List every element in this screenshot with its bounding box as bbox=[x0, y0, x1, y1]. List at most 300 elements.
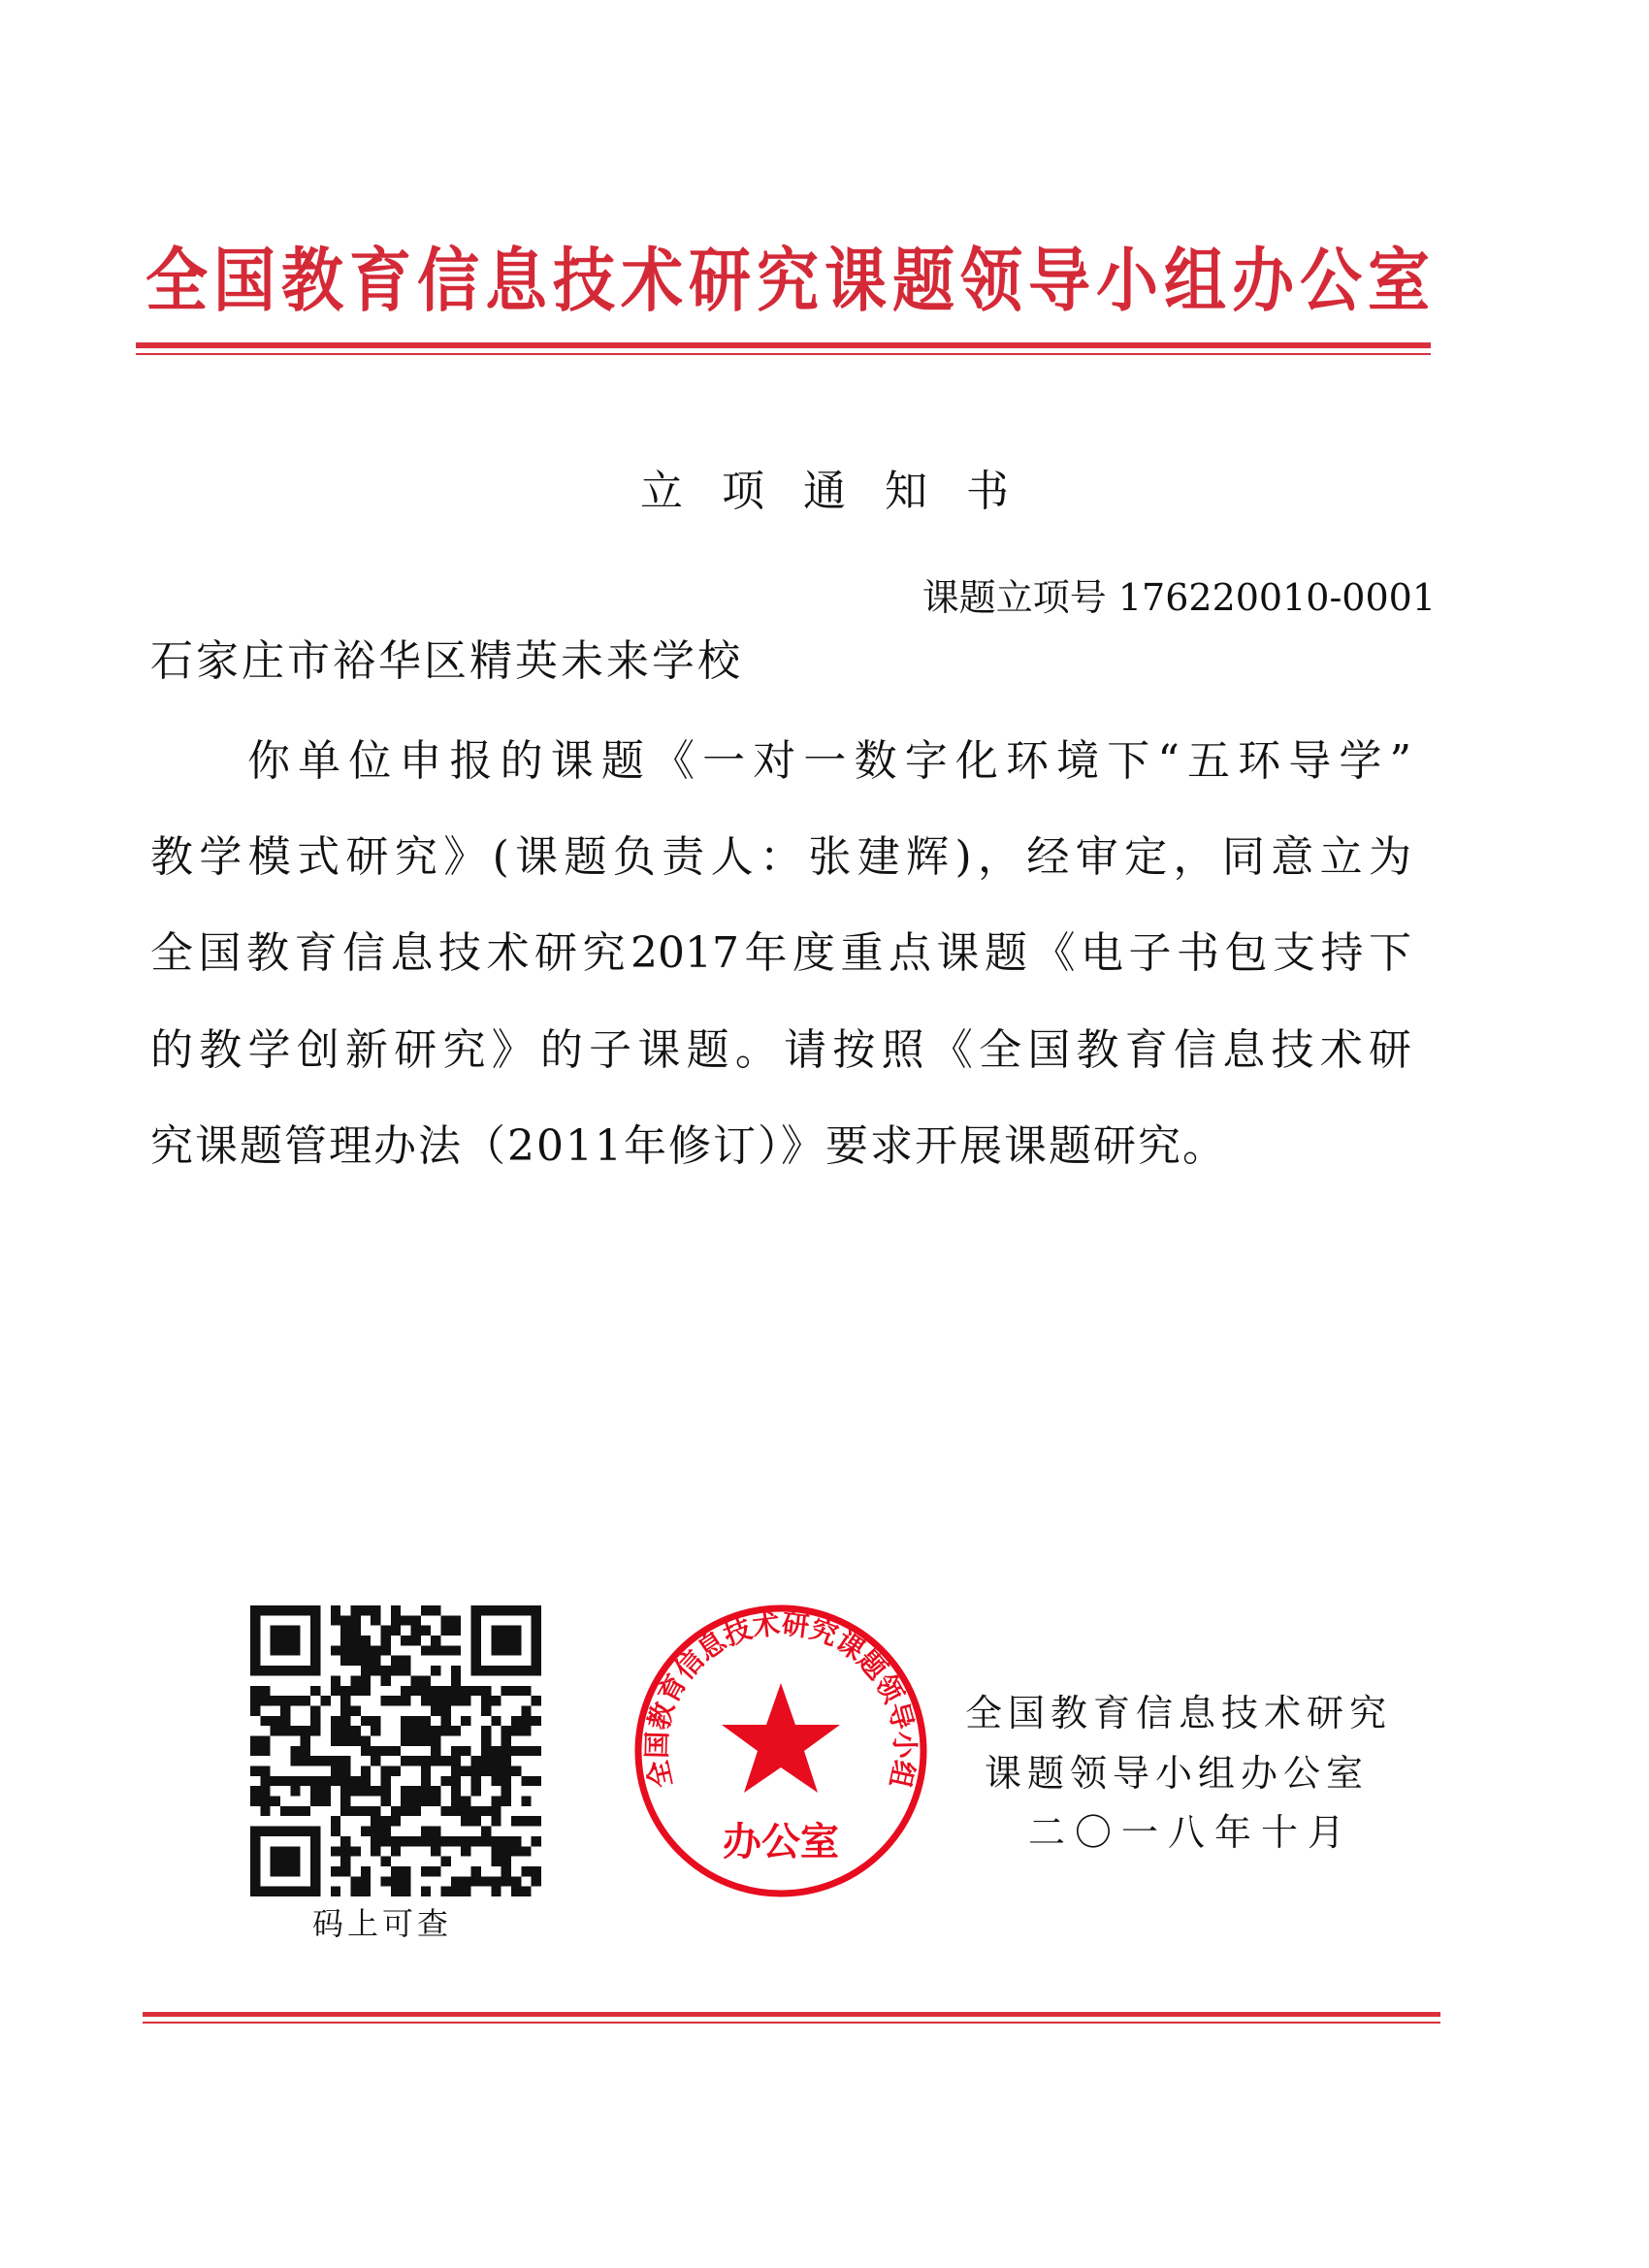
qr-module bbox=[280, 1696, 290, 1705]
qr-module bbox=[350, 1876, 360, 1886]
qr-module bbox=[361, 1645, 371, 1655]
qr-module bbox=[532, 1816, 541, 1826]
qr-module bbox=[481, 1746, 491, 1756]
qr-module bbox=[340, 1846, 350, 1856]
qr-module bbox=[501, 1735, 511, 1745]
qr-module bbox=[320, 1756, 330, 1766]
qr-module bbox=[310, 1705, 320, 1715]
qr-module bbox=[501, 1876, 511, 1886]
qr-module bbox=[411, 1786, 421, 1796]
qr-module bbox=[310, 1726, 320, 1735]
qr-module bbox=[501, 1776, 511, 1786]
qr-module bbox=[391, 1615, 401, 1625]
qr-module bbox=[411, 1716, 421, 1726]
qr-module bbox=[401, 1735, 410, 1745]
qr-module bbox=[320, 1786, 330, 1796]
qr-module bbox=[521, 1846, 531, 1856]
qr-module bbox=[340, 1626, 350, 1636]
qr-module bbox=[421, 1786, 431, 1796]
qr-module bbox=[451, 1756, 461, 1766]
qr-module bbox=[350, 1605, 360, 1615]
qr-module bbox=[380, 1766, 390, 1776]
qr-module bbox=[301, 1756, 310, 1766]
qr-module bbox=[441, 1756, 451, 1766]
signature-date: 二〇一八年十月 bbox=[1028, 1811, 1355, 1854]
qr-module bbox=[340, 1636, 350, 1645]
qr-module bbox=[361, 1686, 371, 1696]
qr-module bbox=[250, 1696, 260, 1705]
qr-module bbox=[441, 1615, 451, 1625]
qr-module bbox=[380, 1836, 390, 1846]
qr-module bbox=[421, 1797, 431, 1806]
qr-module bbox=[401, 1806, 410, 1816]
qr-module bbox=[361, 1605, 371, 1615]
qr-module bbox=[451, 1766, 461, 1776]
qr-module bbox=[401, 1696, 410, 1705]
qr-module bbox=[361, 1636, 371, 1645]
qr-module bbox=[290, 1806, 300, 1816]
qr-module bbox=[391, 1696, 401, 1705]
qr-module bbox=[491, 1876, 501, 1886]
qr-module bbox=[290, 1746, 300, 1756]
qr-module bbox=[481, 1827, 491, 1836]
qr-module bbox=[391, 1836, 401, 1846]
qr-finder bbox=[491, 1626, 521, 1656]
qr-module bbox=[380, 1776, 390, 1786]
qr-module bbox=[301, 1746, 310, 1756]
qr-module bbox=[411, 1615, 421, 1625]
qr-module bbox=[411, 1735, 421, 1745]
qr-module bbox=[350, 1726, 360, 1735]
qr-module bbox=[431, 1786, 440, 1796]
qr-module bbox=[451, 1615, 461, 1625]
qr-module bbox=[481, 1836, 491, 1846]
qr-module bbox=[290, 1756, 300, 1766]
qr-module bbox=[361, 1675, 371, 1685]
qr-module bbox=[501, 1726, 511, 1735]
qr-module bbox=[391, 1626, 401, 1636]
qr-module bbox=[481, 1705, 491, 1715]
qr-module bbox=[380, 1636, 390, 1645]
qr-module bbox=[391, 1746, 401, 1756]
body-line: 教学模式研究》(课题负责人：张建辉)，经审定，同意立为 bbox=[150, 832, 1411, 882]
qr-module bbox=[320, 1696, 330, 1705]
qr-module bbox=[340, 1797, 350, 1806]
qr-module bbox=[521, 1797, 531, 1806]
qr-module bbox=[391, 1766, 401, 1776]
qr-module bbox=[260, 1746, 270, 1756]
qr-module bbox=[340, 1756, 350, 1766]
qr-module bbox=[260, 1806, 270, 1816]
qr-module bbox=[491, 1806, 501, 1816]
qr-module bbox=[451, 1746, 461, 1756]
qr-module bbox=[350, 1735, 360, 1745]
qr-module bbox=[421, 1675, 431, 1685]
qr-module bbox=[250, 1746, 260, 1756]
qr-module bbox=[421, 1776, 431, 1786]
official-seal bbox=[630, 1601, 931, 1901]
qr-module bbox=[380, 1696, 390, 1705]
qr-module bbox=[461, 1876, 470, 1886]
qr-module bbox=[441, 1726, 451, 1735]
qr-module bbox=[461, 1846, 470, 1856]
qr-module bbox=[371, 1786, 380, 1796]
qr-module bbox=[501, 1756, 511, 1766]
qr-module bbox=[491, 1797, 501, 1806]
qr-module bbox=[361, 1716, 371, 1726]
qr-module bbox=[310, 1756, 320, 1766]
qr-module bbox=[471, 1776, 481, 1786]
qr-module bbox=[411, 1636, 421, 1645]
qr-module bbox=[491, 1696, 501, 1705]
qr-module bbox=[340, 1857, 350, 1866]
qr-module bbox=[361, 1746, 371, 1756]
qr-module bbox=[431, 1756, 440, 1766]
qr-module bbox=[431, 1836, 440, 1846]
qr-module bbox=[391, 1887, 401, 1896]
qr-module bbox=[421, 1716, 431, 1726]
qr-module bbox=[451, 1726, 461, 1735]
qr-module bbox=[301, 1726, 310, 1735]
qr-module bbox=[461, 1686, 470, 1696]
qr-module bbox=[501, 1857, 511, 1866]
qr-module bbox=[441, 1645, 451, 1655]
letterhead-title: 全国教育信息技术研究课题领导小组办公室 bbox=[146, 242, 1436, 323]
qr-module bbox=[250, 1797, 260, 1806]
qr-module bbox=[401, 1876, 410, 1886]
qr-finder bbox=[271, 1846, 301, 1876]
qr-module bbox=[481, 1806, 491, 1816]
qr-module bbox=[260, 1696, 270, 1705]
qr-module bbox=[401, 1797, 410, 1806]
qr-module bbox=[331, 1716, 340, 1726]
seal-center-text: 办公室 bbox=[723, 1820, 839, 1864]
qr-module bbox=[260, 1797, 270, 1806]
qr-module bbox=[340, 1705, 350, 1715]
qr-module bbox=[532, 1696, 541, 1705]
qr-module bbox=[491, 1846, 501, 1856]
qr-module bbox=[441, 1836, 451, 1846]
body-line: 全国教育信息技术研究2017年度重点课题《电子书包支持下 bbox=[150, 928, 1411, 978]
qr-module bbox=[521, 1746, 531, 1756]
qr-module bbox=[280, 1716, 290, 1726]
qr-module bbox=[441, 1686, 451, 1696]
qr-module bbox=[451, 1806, 461, 1816]
qr-module bbox=[481, 1766, 491, 1776]
qr-module bbox=[271, 1696, 280, 1705]
qr-module bbox=[391, 1605, 401, 1615]
footer-divider-thin bbox=[143, 2022, 1440, 2024]
qr-module bbox=[431, 1866, 440, 1876]
qr-module bbox=[350, 1786, 360, 1796]
qr-module bbox=[421, 1866, 431, 1876]
qr-module bbox=[340, 1766, 350, 1776]
qr-module bbox=[271, 1716, 280, 1726]
qr-module bbox=[361, 1735, 371, 1745]
qr-module bbox=[331, 1675, 340, 1685]
qr-module bbox=[380, 1827, 390, 1836]
qr-module bbox=[331, 1887, 340, 1896]
qr-module bbox=[361, 1666, 371, 1675]
qr-module bbox=[371, 1756, 380, 1766]
qr-module bbox=[521, 1716, 531, 1726]
qr-module bbox=[421, 1726, 431, 1735]
qr-module bbox=[431, 1827, 440, 1836]
qr-module bbox=[431, 1636, 440, 1645]
qr-module bbox=[491, 1887, 501, 1896]
qr-module bbox=[431, 1666, 440, 1675]
body-line: 的教学创新研究》的子课题。请按照《全国教育信息技术研 bbox=[150, 1025, 1411, 1075]
qr-module bbox=[260, 1766, 270, 1776]
qr-module bbox=[501, 1836, 511, 1846]
qr-module bbox=[491, 1776, 501, 1786]
qr-module bbox=[271, 1776, 280, 1786]
qr-module bbox=[491, 1746, 501, 1756]
qr-module bbox=[350, 1645, 360, 1655]
qr-module bbox=[310, 1786, 320, 1796]
qr-module bbox=[421, 1887, 431, 1896]
qr-module bbox=[521, 1686, 531, 1696]
qr-module bbox=[380, 1786, 390, 1796]
qr-module bbox=[461, 1696, 470, 1705]
qr-module bbox=[310, 1686, 320, 1696]
qr-module bbox=[511, 1766, 521, 1776]
letterhead-divider-thick bbox=[136, 342, 1431, 348]
qr-module bbox=[532, 1836, 541, 1846]
qr-module bbox=[421, 1766, 431, 1776]
signature-org-line1: 全国教育信息技术研究 bbox=[965, 1692, 1393, 1734]
qr-module bbox=[340, 1656, 350, 1666]
qr-module bbox=[331, 1816, 340, 1826]
qr-module bbox=[380, 1645, 390, 1655]
qr-module bbox=[301, 1806, 310, 1816]
qr-module bbox=[301, 1735, 310, 1745]
qr-module bbox=[371, 1836, 380, 1846]
qr-module bbox=[491, 1816, 501, 1826]
qr-module bbox=[260, 1686, 270, 1696]
qr-module bbox=[310, 1776, 320, 1786]
qr-module bbox=[532, 1716, 541, 1726]
qr-module bbox=[331, 1756, 340, 1766]
qr-module bbox=[371, 1827, 380, 1836]
qr-module bbox=[511, 1686, 521, 1696]
qr-module bbox=[280, 1806, 290, 1816]
qr-module bbox=[431, 1797, 440, 1806]
body-line: 你单位申报的课题《一对一数字化环境下“五环导学” bbox=[247, 736, 1411, 786]
qr-module bbox=[371, 1656, 380, 1666]
qr-module bbox=[421, 1626, 431, 1636]
qr-module bbox=[451, 1645, 461, 1655]
qr-module bbox=[451, 1786, 461, 1796]
qr-module bbox=[501, 1846, 511, 1856]
qr-module bbox=[290, 1726, 300, 1735]
qr-module bbox=[371, 1605, 380, 1615]
qr-module bbox=[521, 1887, 531, 1896]
qr-module bbox=[331, 1645, 340, 1655]
qr-module bbox=[350, 1705, 360, 1715]
qr-module bbox=[320, 1797, 330, 1806]
qr-module bbox=[391, 1656, 401, 1666]
signature-org-line2: 课题领导小组办公室 bbox=[985, 1752, 1370, 1795]
qr-module bbox=[371, 1716, 380, 1726]
qr-module bbox=[361, 1656, 371, 1666]
qr-module bbox=[290, 1696, 300, 1705]
qr-module bbox=[431, 1846, 440, 1856]
qr-module bbox=[350, 1656, 360, 1666]
qr-module bbox=[290, 1786, 300, 1796]
qr-module bbox=[431, 1726, 440, 1735]
project-number: 课题立项号 176220010-0001 bbox=[922, 576, 1436, 619]
qr-module bbox=[491, 1716, 501, 1726]
qr-module bbox=[511, 1846, 521, 1856]
qr-module bbox=[421, 1645, 431, 1655]
qr-module bbox=[451, 1836, 461, 1846]
qr-module bbox=[481, 1696, 491, 1705]
qr-module bbox=[340, 1866, 350, 1876]
qr-module bbox=[441, 1776, 451, 1786]
qr-module bbox=[401, 1866, 410, 1876]
qr-module bbox=[511, 1816, 521, 1826]
qr-module bbox=[380, 1746, 390, 1756]
qr-module bbox=[331, 1735, 340, 1745]
qr-module bbox=[371, 1666, 380, 1675]
qr-module bbox=[340, 1726, 350, 1735]
qr-module bbox=[532, 1776, 541, 1786]
qr-module bbox=[350, 1887, 360, 1896]
qr-module bbox=[301, 1696, 310, 1705]
qr-finder bbox=[271, 1626, 301, 1656]
qr-module bbox=[511, 1836, 521, 1846]
qr-module bbox=[401, 1615, 410, 1625]
qr-module bbox=[391, 1876, 401, 1886]
qr-module bbox=[331, 1605, 340, 1615]
qr-module bbox=[421, 1836, 431, 1846]
qr-module bbox=[471, 1866, 481, 1876]
qr-module bbox=[331, 1726, 340, 1735]
qr-module bbox=[431, 1735, 440, 1745]
qr-module bbox=[260, 1786, 270, 1796]
qr-module bbox=[481, 1756, 491, 1766]
qr-module bbox=[431, 1686, 440, 1696]
qr-module bbox=[521, 1816, 531, 1826]
qr-module bbox=[350, 1615, 360, 1625]
qr-module bbox=[481, 1735, 491, 1745]
qr-module bbox=[371, 1746, 380, 1756]
document-title: 立项通知书 bbox=[640, 467, 1048, 516]
qr-module bbox=[411, 1675, 421, 1685]
qr-module bbox=[461, 1887, 470, 1896]
qr-module bbox=[511, 1716, 521, 1726]
qr-module bbox=[391, 1846, 401, 1856]
qr-module bbox=[361, 1776, 371, 1786]
qr-module bbox=[391, 1666, 401, 1675]
qr-module bbox=[501, 1786, 511, 1796]
qr-module bbox=[310, 1716, 320, 1726]
qr-module bbox=[451, 1675, 461, 1685]
qr-module bbox=[361, 1766, 371, 1776]
qr-module bbox=[401, 1636, 410, 1645]
qr-module bbox=[471, 1786, 481, 1796]
qr-module bbox=[250, 1786, 260, 1796]
qr-module bbox=[532, 1876, 541, 1886]
qr-module bbox=[250, 1705, 260, 1715]
qr-module bbox=[431, 1746, 440, 1756]
qr-module bbox=[511, 1876, 521, 1886]
qr-label: 码上可查 bbox=[312, 1905, 453, 1942]
qr-module bbox=[421, 1827, 431, 1836]
qr-module bbox=[371, 1645, 380, 1655]
qr-module bbox=[361, 1786, 371, 1796]
qr-module bbox=[271, 1797, 280, 1806]
qr-module bbox=[451, 1776, 461, 1786]
qr-module bbox=[350, 1626, 360, 1636]
qr-module bbox=[371, 1816, 380, 1826]
recipient: 石家庄市裕华区精英未来学校 bbox=[150, 636, 743, 686]
qr-module bbox=[371, 1615, 380, 1625]
qr-module bbox=[451, 1797, 461, 1806]
qr-module bbox=[441, 1696, 451, 1705]
qr-module bbox=[340, 1806, 350, 1816]
qr-module bbox=[451, 1666, 461, 1675]
qr-module bbox=[271, 1726, 280, 1735]
qr-module bbox=[441, 1705, 451, 1715]
qr-module bbox=[521, 1726, 531, 1735]
qr-module bbox=[501, 1766, 511, 1776]
qr-module bbox=[260, 1735, 270, 1745]
qr-module bbox=[411, 1726, 421, 1735]
qr-module bbox=[401, 1716, 410, 1726]
qr-module bbox=[511, 1746, 521, 1756]
qr-module bbox=[371, 1846, 380, 1856]
qr-module bbox=[401, 1686, 410, 1696]
qr-code[interactable] bbox=[250, 1605, 541, 1896]
qr-module bbox=[421, 1696, 431, 1705]
qr-module bbox=[411, 1836, 421, 1846]
qr-module bbox=[260, 1776, 270, 1786]
qr-module bbox=[331, 1866, 340, 1876]
qr-module bbox=[250, 1766, 260, 1776]
qr-module bbox=[391, 1866, 401, 1876]
qr-module bbox=[491, 1756, 501, 1766]
qr-module bbox=[380, 1666, 390, 1675]
qr-module bbox=[340, 1716, 350, 1726]
qr-module bbox=[361, 1806, 371, 1816]
body-line: 究课题管理办法（2011年修订）》要求开展课题研究。 bbox=[150, 1121, 1227, 1171]
qr-module bbox=[481, 1876, 491, 1886]
qr-module bbox=[461, 1816, 470, 1826]
seal-ring-text: 全国教育信息技术研究课题领导小组 bbox=[640, 1607, 922, 1792]
qr-module bbox=[471, 1686, 481, 1696]
qr-module bbox=[391, 1816, 401, 1826]
qr-module bbox=[340, 1696, 350, 1705]
qr-module bbox=[501, 1866, 511, 1876]
qr-module bbox=[331, 1846, 340, 1856]
qr-module bbox=[521, 1866, 531, 1876]
qr-module bbox=[532, 1746, 541, 1756]
qr-module bbox=[361, 1827, 371, 1836]
qr-module bbox=[331, 1766, 340, 1776]
qr-module bbox=[431, 1645, 440, 1655]
qr-module bbox=[491, 1857, 501, 1866]
qr-module bbox=[401, 1756, 410, 1766]
qr-module bbox=[461, 1766, 470, 1776]
qr-module bbox=[471, 1876, 481, 1886]
qr-module bbox=[401, 1666, 410, 1675]
qr-module bbox=[380, 1876, 390, 1886]
qr-module bbox=[331, 1686, 340, 1696]
qr-module bbox=[461, 1836, 470, 1846]
qr-module bbox=[461, 1746, 470, 1756]
